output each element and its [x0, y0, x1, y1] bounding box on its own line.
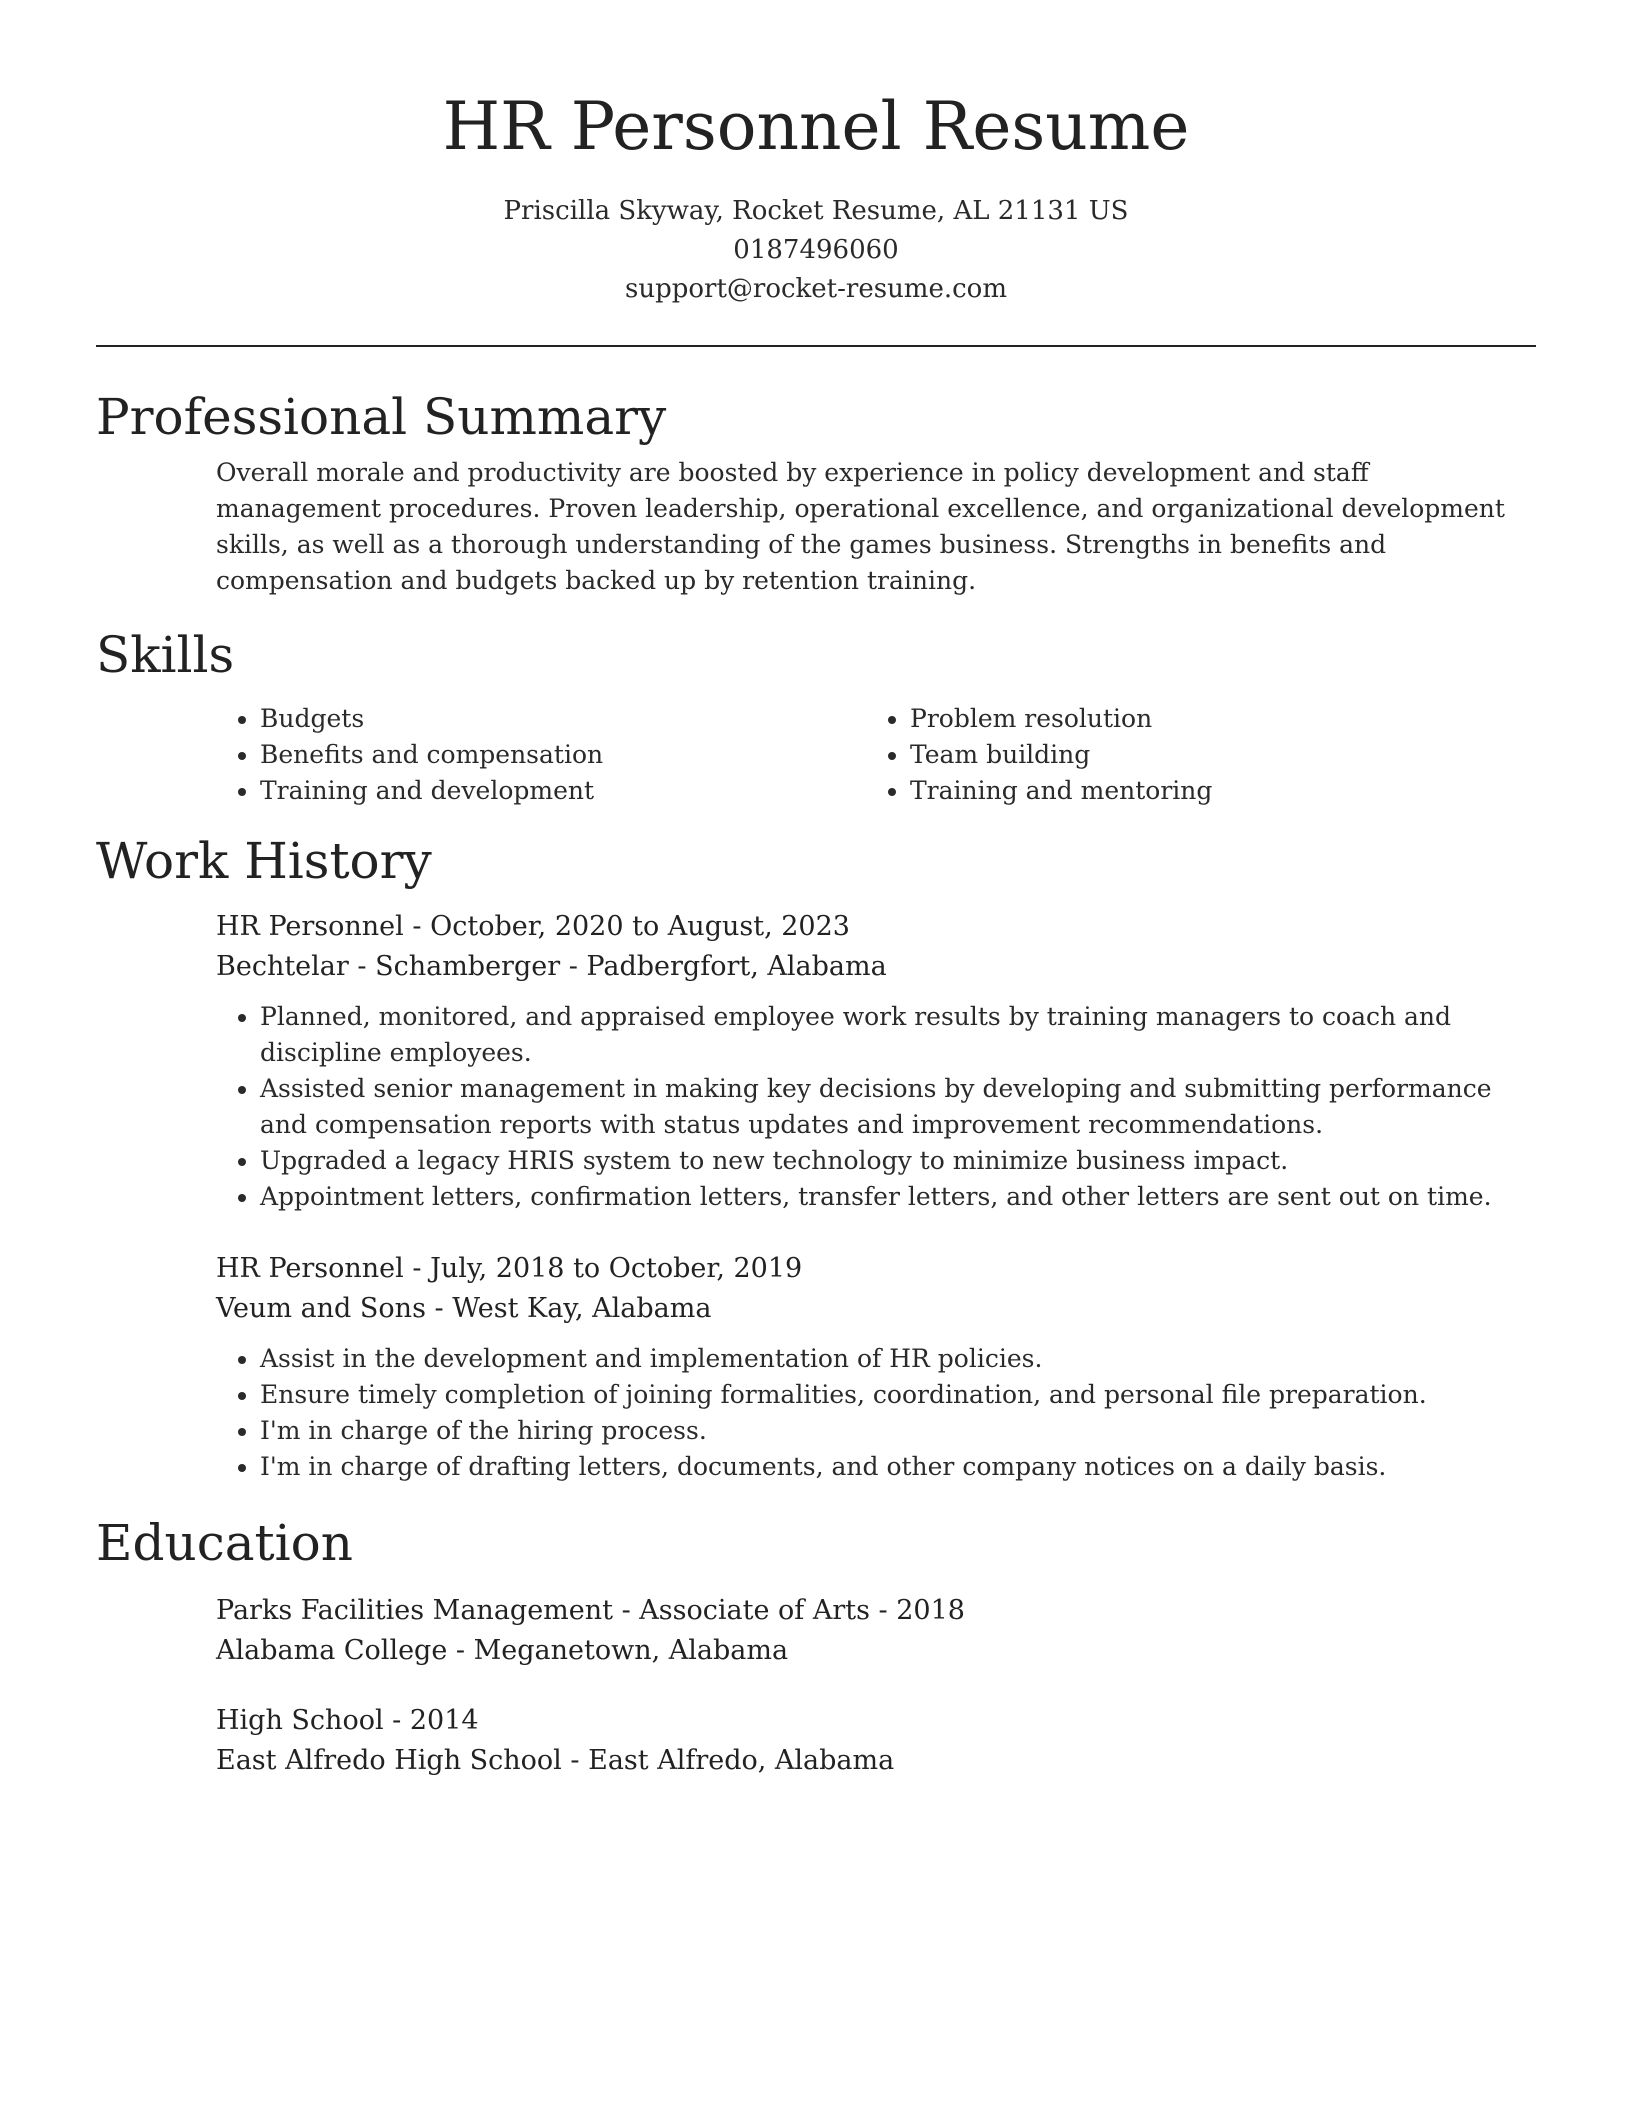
education-heading: Education [96, 1514, 353, 1572]
contact-phone: 0187496060 [733, 235, 899, 265]
education-section [96, 1511, 1536, 1781]
skill-item: • Problem resolution [910, 701, 1516, 737]
skill-item: • Training and development [260, 773, 866, 809]
skill-item: • Budgets [260, 701, 866, 737]
skills-section [96, 623, 1536, 809]
header-divider [96, 345, 1536, 347]
job-bullet: • Upgraded a legacy HRIS system to new technology to minimize business impact. [260, 1143, 1536, 1179]
job-role-dates: HR Personnel - October, 2020 to August, 2023 [216, 911, 850, 942]
summary-text: Overall morale and productivity are boosted by experience in policy development and staff management procedures. Proven leadership, operational excellence, and organizational development skills, as well as a thorough understanding of the games business. Strengths in benefits and compensation and budgets backed up by retention training. [216, 458, 1505, 595]
job-role-dates: HR Personnel - July, 2018 to October, 2019 [216, 1253, 803, 1284]
summary-heading: Professional Summary [96, 388, 667, 446]
job-entry [96, 1249, 1536, 1485]
job-bullet: • Ensure timely completion of joining formalities, coordination, and personal file preparation. [260, 1377, 1536, 1413]
work-history-section [96, 829, 1536, 1485]
resume-title: HR Personnel Resume [442, 88, 1190, 165]
job-bullet: • Assisted senior management in making key decisions by developing and submitting performance and compensation reports with status updates and improvement recommendations. [260, 1071, 1536, 1143]
education-entry [96, 1701, 1536, 1781]
job-bullet: • Planned, monitored, and appraised employee work results by training managers to coach and discipline employees. [260, 999, 1536, 1071]
job-company-location: Bechtelar - Schamberger - Padbergfort, Alabama [216, 951, 887, 982]
skills-column-right [866, 701, 1516, 809]
job-bullet: • Appointment letters, confirmation letters, transfer letters, and other letters are sent out on time. [260, 1179, 1536, 1215]
job-bullet: • I'm in charge of the hiring process. [260, 1413, 1536, 1449]
skills-column-left [216, 701, 866, 809]
job-bullets [216, 1341, 1536, 1485]
work-history-heading: Work History [96, 832, 432, 890]
education-entry [96, 1591, 1536, 1671]
skill-item: • Training and mentoring [910, 773, 1516, 809]
job-company-location: Veum and Sons - West Kay, Alabama [216, 1293, 712, 1324]
education-degree: High School - 2014 [216, 1705, 479, 1736]
skills-heading: Skills [96, 626, 235, 684]
education-degree: Parks Facilities Management - Associate of Arts - 2018 [216, 1595, 965, 1626]
job-bullet: • I'm in charge of drafting letters, documents, and other company notices on a daily basis. [260, 1449, 1536, 1485]
contact-address: Priscilla Skyway, Rocket Resume, AL 21131 US [503, 196, 1129, 226]
contact-block [96, 192, 1536, 309]
education-school: Alabama College - Meganetown, Alabama [216, 1635, 789, 1666]
skill-item: • Team building [910, 737, 1516, 773]
contact-email: support@rocket-resume.com [624, 274, 1007, 304]
job-entry [96, 907, 1536, 1215]
skill-item: • Benefits and compensation [260, 737, 866, 773]
summary-section [96, 385, 1536, 599]
job-bullet: • Assist in the development and implementation of HR policies. [260, 1341, 1536, 1377]
skills-grid [96, 701, 1536, 809]
education-school: East Alfredo High School - East Alfredo, Alabama [216, 1745, 895, 1776]
job-bullets [216, 999, 1536, 1215]
